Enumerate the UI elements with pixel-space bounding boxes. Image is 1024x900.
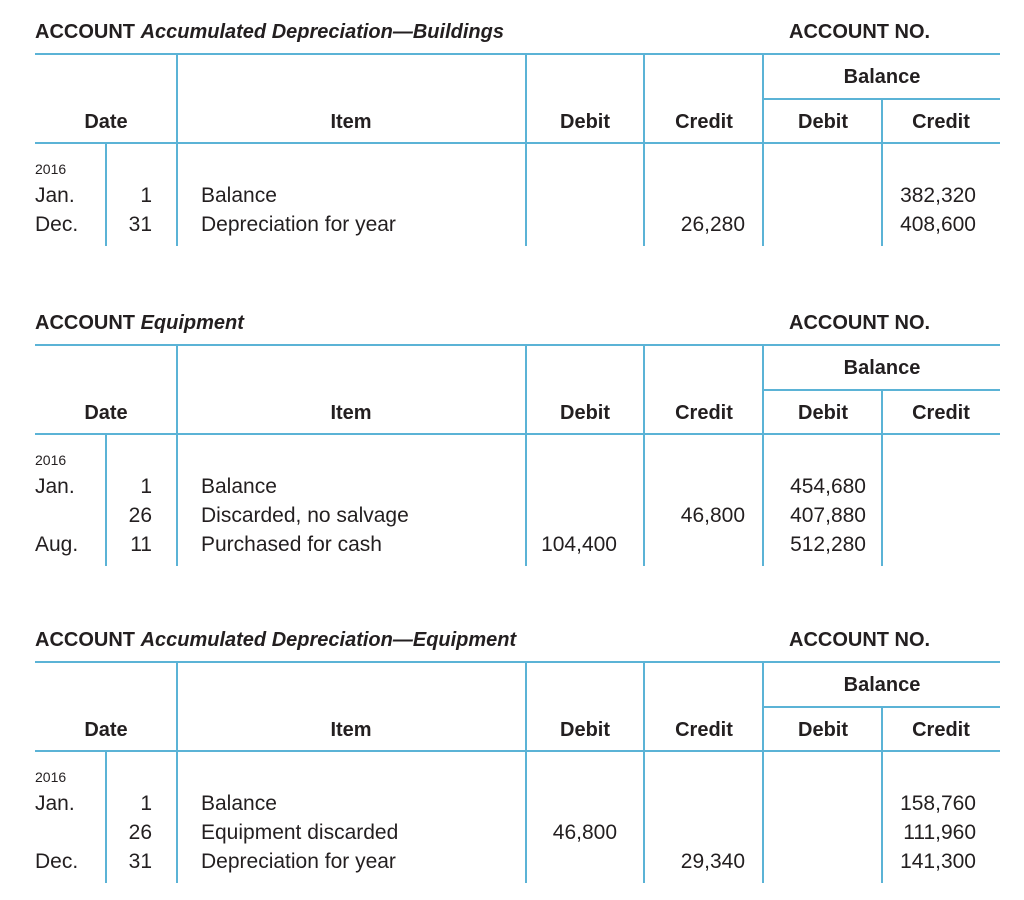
- entry-item: Purchased for cash: [201, 533, 382, 556]
- item-header: Item: [330, 111, 372, 133]
- account-label: ACCOUNT: [35, 21, 135, 43]
- header-divider-date: [176, 344, 178, 435]
- year-label: 2016: [35, 769, 67, 785]
- item-header: Item: [330, 402, 372, 424]
- item-header: Item: [330, 719, 372, 741]
- balance-debit-header: Debit: [798, 402, 848, 424]
- header-divider-credit: [762, 661, 764, 752]
- header-top-rule: [35, 344, 1000, 346]
- account-no-label: ACCOUNT NO.: [789, 629, 931, 651]
- entry-item: Depreciation for year: [201, 213, 396, 236]
- entry-month: Aug.: [35, 533, 79, 556]
- header-divider-date: [176, 661, 178, 752]
- header-divider-item: [525, 53, 527, 144]
- entry-day: 1: [140, 792, 152, 815]
- date-header: Date: [84, 111, 128, 133]
- entry-month: Jan.: [35, 475, 75, 498]
- account-title: [35, 312, 244, 334]
- body-divider-date: [176, 752, 178, 883]
- entry-balance-debit: 454,680: [790, 475, 866, 498]
- header-divider-credit: [762, 53, 764, 144]
- balance-credit-header: Credit: [912, 111, 970, 133]
- account-name: Equipment: [140, 312, 244, 334]
- header-bottom-rule: [35, 433, 1000, 435]
- entry-day: 26: [128, 504, 152, 527]
- balance-credit-header: Credit: [912, 402, 970, 424]
- entry-month: Dec.: [35, 213, 79, 236]
- credit-header: Credit: [675, 111, 733, 133]
- entry-credit: 29,340: [680, 850, 745, 873]
- header-divider-debit: [643, 661, 645, 752]
- entry-credit: 46,800: [680, 504, 745, 527]
- balance-credit-header: Credit: [912, 719, 970, 741]
- account-label: ACCOUNT: [35, 629, 135, 651]
- account-no-label: ACCOUNT NO.: [789, 21, 931, 43]
- entry-debit: 104,400: [541, 533, 617, 556]
- balance-header: Balance: [843, 674, 921, 696]
- debit-header: Debit: [560, 111, 610, 133]
- entry-month: Jan.: [35, 184, 75, 207]
- body-divider-balance: [881, 435, 883, 566]
- entry-item: Discarded, no salvage: [201, 504, 409, 527]
- body-divider-month: [105, 435, 107, 566]
- entry-credit: 26,280: [680, 213, 745, 236]
- entry-day: 26: [128, 821, 152, 844]
- body-divider-credit: [762, 752, 764, 883]
- credit-header: Credit: [675, 402, 733, 424]
- body-divider-item: [525, 752, 527, 883]
- header-bottom-rule: [35, 750, 1000, 752]
- entry-balance-debit: 512,280: [790, 533, 866, 556]
- balance-header: Balance: [843, 357, 921, 379]
- body-divider-item: [525, 435, 527, 566]
- entry-day: 31: [128, 213, 152, 236]
- body-divider-credit: [762, 144, 764, 246]
- header-top-rule: [35, 661, 1000, 663]
- account-no-label: ACCOUNT NO.: [789, 312, 931, 334]
- header-bottom-rule: [35, 142, 1000, 144]
- entry-day: 1: [140, 475, 152, 498]
- header-top-rule: [35, 53, 1000, 55]
- account-name: Accumulated Depreciation—Equipment: [140, 629, 517, 651]
- balance-debit-header: Debit: [798, 719, 848, 741]
- header-divider-balance: [881, 706, 883, 752]
- entry-day: 1: [140, 184, 152, 207]
- entry-balance-credit: 382,320: [900, 184, 976, 207]
- body-divider-debit: [643, 144, 645, 246]
- entry-month: Jan.: [35, 792, 75, 815]
- body-divider-month: [105, 752, 107, 883]
- header-divider-item: [525, 344, 527, 435]
- header-divider-credit: [762, 344, 764, 435]
- account-title: [35, 21, 504, 43]
- entry-balance-credit: 111,960: [903, 821, 976, 844]
- body-divider-debit: [643, 752, 645, 883]
- year-label: 2016: [35, 452, 67, 468]
- entry-item: Balance: [201, 792, 277, 815]
- entry-balance-credit: 141,300: [900, 850, 976, 873]
- debit-header: Debit: [560, 719, 610, 741]
- entry-day: 31: [128, 850, 152, 873]
- account-ledger-3: [0, 608, 1024, 873]
- date-header: Date: [84, 402, 128, 424]
- balance-header: Balance: [843, 66, 921, 88]
- entry-item: Depreciation for year: [201, 850, 396, 873]
- body-divider-date: [176, 144, 178, 246]
- entry-debit: 46,800: [552, 821, 617, 844]
- year-label: 2016: [35, 161, 67, 177]
- entry-item: Balance: [201, 475, 277, 498]
- account-name: Accumulated Depreciation—Buildings: [140, 21, 504, 43]
- account-ledger-2: [0, 291, 1024, 556]
- body-divider-credit: [762, 435, 764, 566]
- header-divider-date: [176, 53, 178, 144]
- account-label: ACCOUNT: [35, 312, 135, 334]
- date-header: Date: [84, 719, 128, 741]
- entry-month: Dec.: [35, 850, 79, 873]
- body-divider-balance: [881, 144, 883, 246]
- entry-item: Balance: [201, 184, 277, 207]
- debit-header: Debit: [560, 402, 610, 424]
- body-divider-item: [525, 144, 527, 246]
- entry-balance-debit: 407,880: [790, 504, 866, 527]
- account-ledger-1: [0, 0, 1024, 260]
- entry-item: Equipment discarded: [201, 821, 399, 844]
- body-divider-balance: [881, 752, 883, 883]
- entry-day: 11: [130, 533, 152, 556]
- balance-debit-header: Debit: [798, 111, 848, 133]
- header-divider-debit: [643, 53, 645, 144]
- header-divider-balance: [881, 98, 883, 144]
- header-divider-debit: [643, 344, 645, 435]
- header-divider-balance: [881, 389, 883, 435]
- entry-balance-credit: 158,760: [900, 792, 976, 815]
- credit-header: Credit: [675, 719, 733, 741]
- header-divider-item: [525, 661, 527, 752]
- body-divider-debit: [643, 435, 645, 566]
- body-divider-date: [176, 435, 178, 566]
- account-title: [35, 629, 516, 651]
- body-divider-month: [105, 144, 107, 246]
- entry-balance-credit: 408,600: [900, 213, 976, 236]
